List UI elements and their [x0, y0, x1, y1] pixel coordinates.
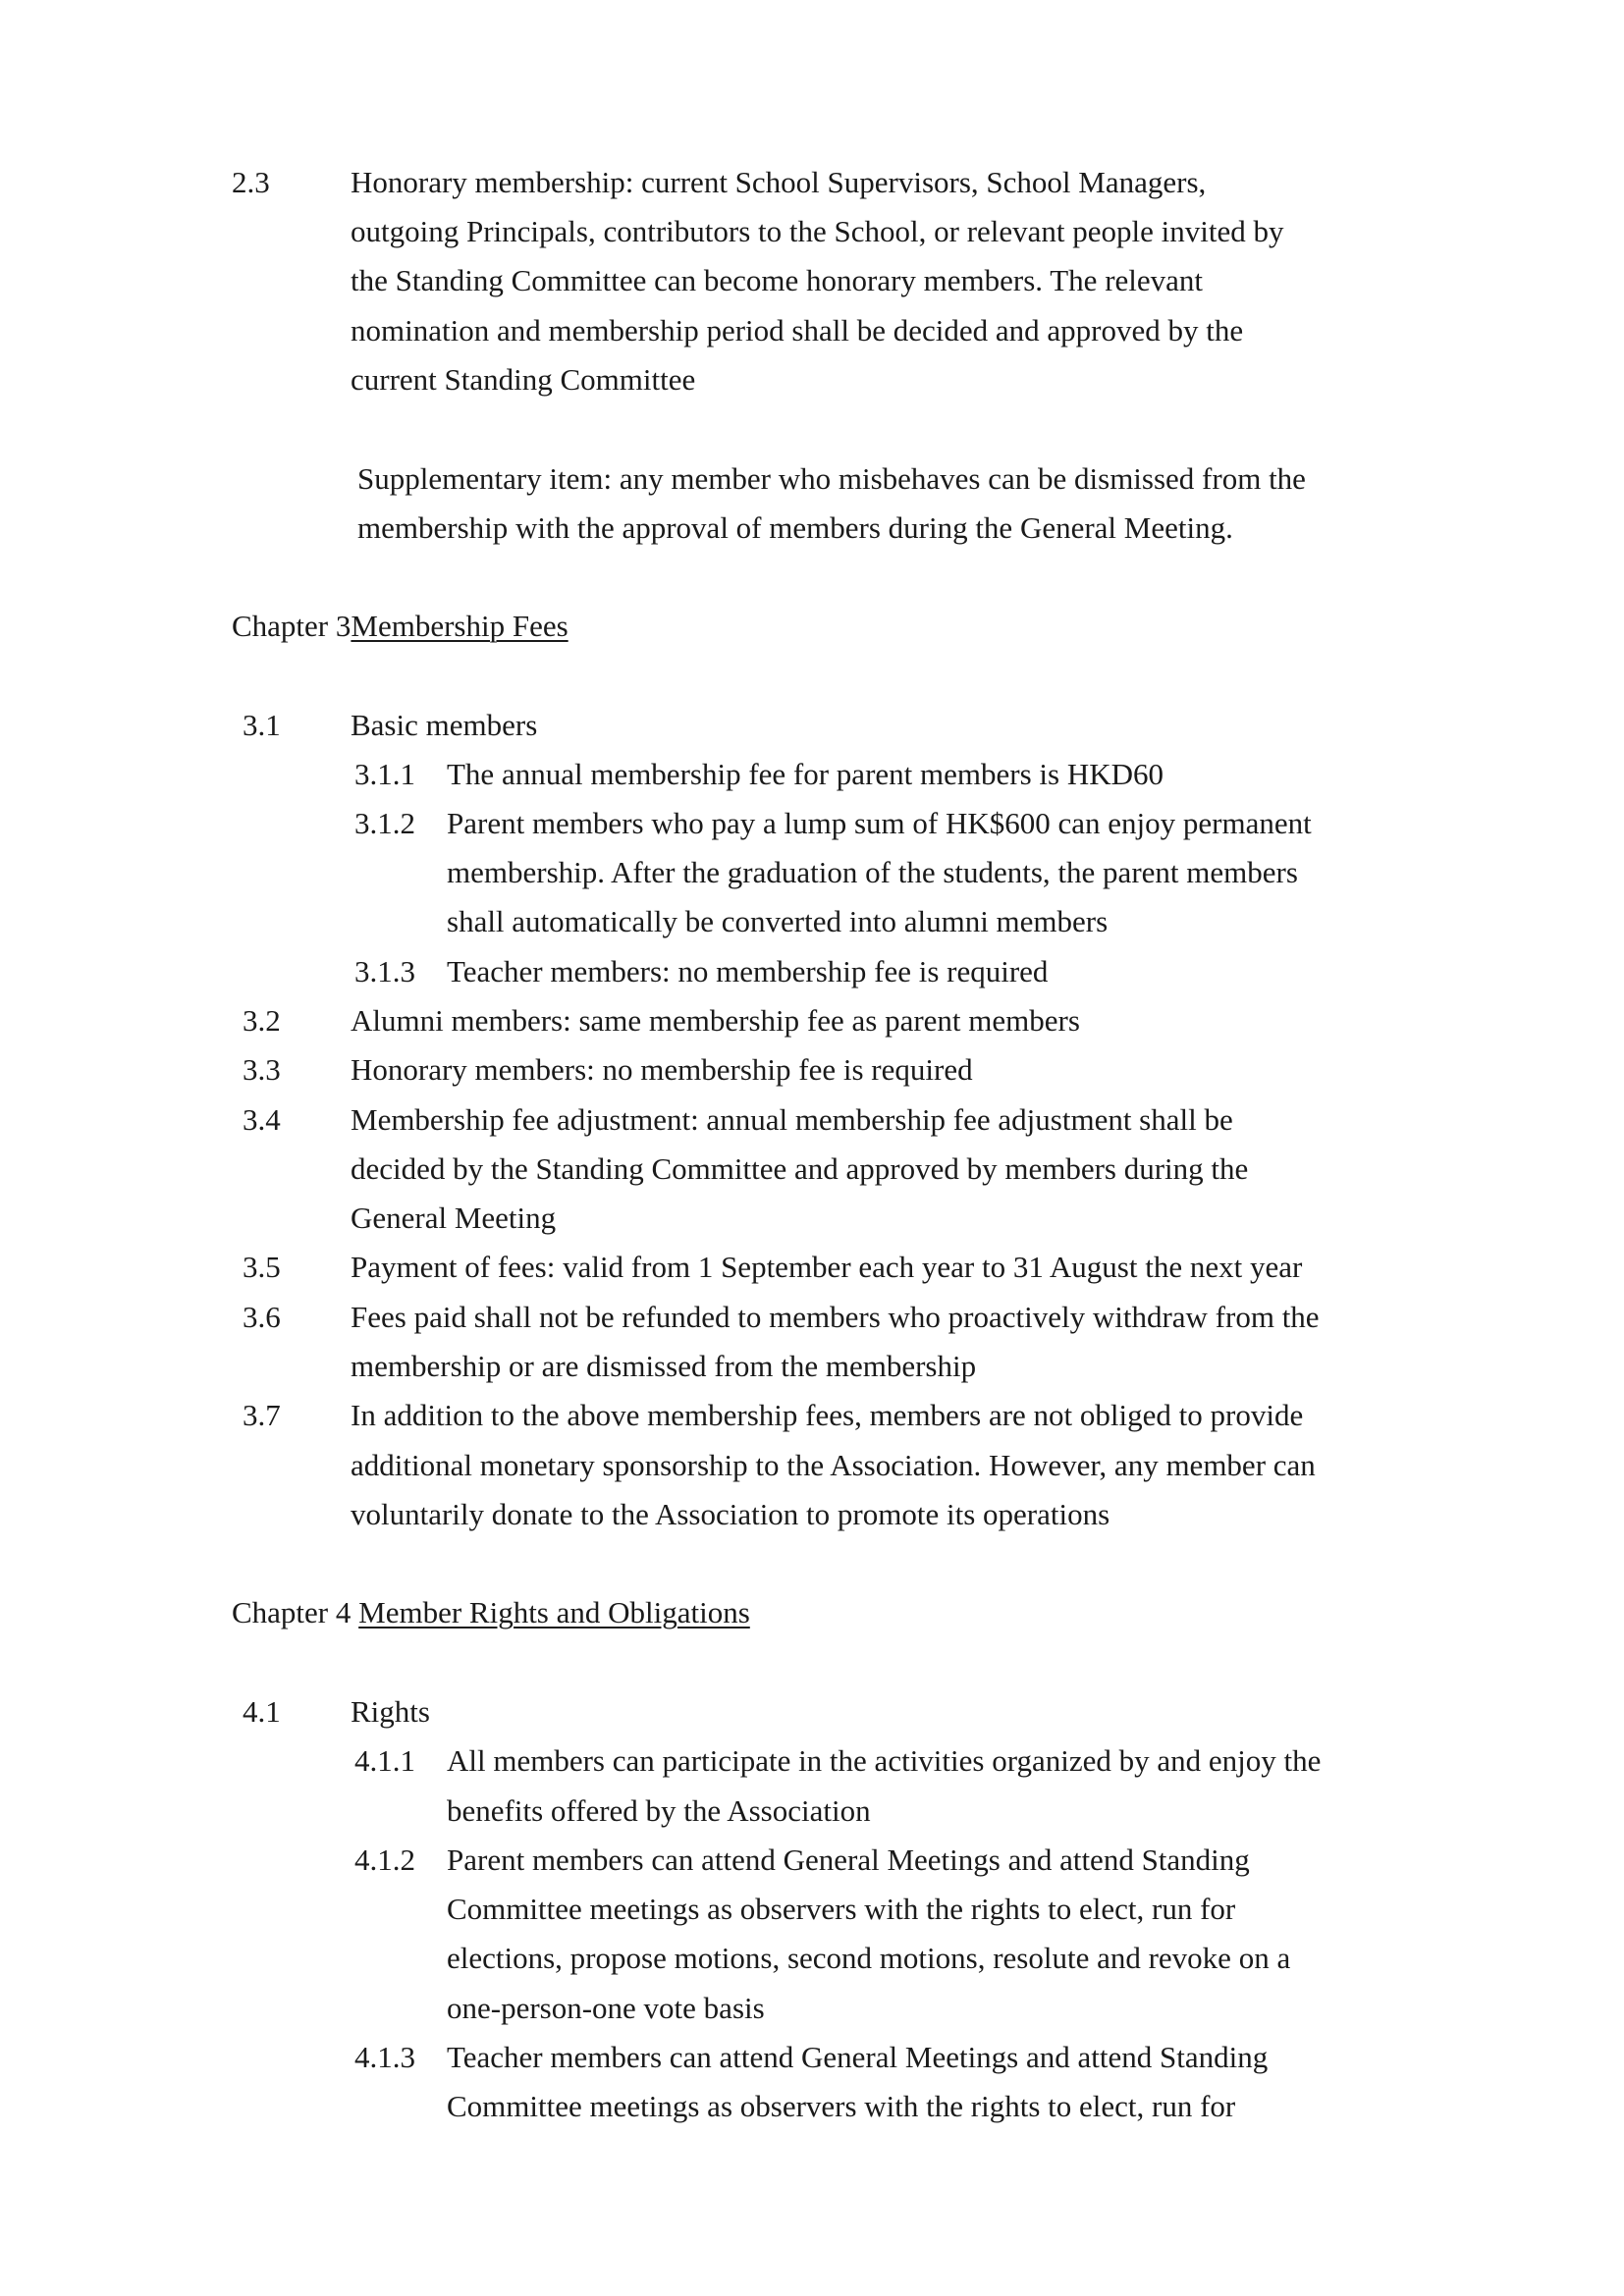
subsection-number: 4.1.1 [354, 1743, 415, 1778]
subsection-text-line: Committee meetings as observers with the rights to elect, run for [447, 1892, 1236, 1926]
chapter-heading [232, 611, 568, 641]
section-text-line: General Meeting [351, 1201, 557, 1235]
section-text-line: additional monetary sponsorship to the Association. However, any member can [351, 1448, 1316, 1482]
section-number: 3.3 [243, 1052, 281, 1087]
section-text-line: Fees paid shall not be refunded to members who proactively withdraw from the [351, 1300, 1320, 1334]
subsection-text-line: Committee meetings as observers with the rights to elect, run for [447, 2089, 1236, 2123]
section-text-line: Membership fee adjustment: annual membership fee adjustment shall be [351, 1102, 1233, 1137]
subsection-text-line: Teacher members can attend General Meetings and attend Standing [447, 2040, 1269, 2074]
subsection-text-line: membership. After the graduation of the students, the parent members [447, 855, 1298, 889]
subsection-text-line: Teacher members: no membership fee is required [447, 954, 1049, 988]
chapter-prefix: Chapter 3 [232, 609, 352, 643]
section-text-line: Payment of fees: valid from 1 September each year to 31 August the next year [351, 1250, 1303, 1284]
subsection-number: 3.1.2 [354, 806, 415, 840]
chapter-heading [232, 1597, 750, 1628]
section-label: Rights [351, 1694, 430, 1729]
supplementary-text-line: membership with the approval of members during the General Meeting. [357, 510, 1233, 545]
section-text-line: the Standing Committee can become honorary members. The relevant [351, 263, 1204, 297]
section-number: 3.1 [243, 708, 281, 742]
section-text-line: Honorary membership: current School Supervisors, School Managers, [351, 165, 1207, 199]
subsection-number: 3.1.3 [354, 954, 415, 988]
section-text-line: current Standing Committee [351, 362, 696, 397]
section-label: Basic members [351, 708, 538, 742]
subsection-number: 3.1.1 [354, 757, 415, 791]
subsection-text-line: benefits offered by the Association [447, 1793, 871, 1828]
subsection-text-line: All members can participate in the activities organized by and enjoy the [447, 1743, 1322, 1778]
subsection-number: 4.1.3 [354, 2040, 415, 2074]
section-text-line: voluntarily donate to the Association to promote its operations [351, 1497, 1110, 1531]
section-number: 3.2 [243, 1003, 281, 1038]
subsection-text-line: one-person-one vote basis [447, 1991, 765, 2025]
section-text-line: membership or are dismissed from the membership [351, 1349, 977, 1383]
section-text-line: In addition to the above membership fees, members are not obliged to provide [351, 1398, 1304, 1432]
subsection-number: 4.1.2 [354, 1842, 415, 1877]
subsection-text-line: shall automatically be converted into alumni members [447, 904, 1109, 938]
section-text-line: nomination and membership period shall be decided and approved by the [351, 313, 1244, 347]
section-number: 3.4 [243, 1102, 281, 1137]
subsection-text-line: Parent members can attend General Meetings and attend Standing [447, 1842, 1250, 1877]
section-number: 3.6 [243, 1300, 281, 1334]
supplementary-text-line: Supplementary item: any member who misbehaves can be dismissed from the [357, 461, 1306, 496]
subsection-text-line: elections, propose motions, second motions, resolute and revoke on a [447, 1941, 1291, 1975]
section-text-line: Honorary members: no membership fee is required [351, 1052, 973, 1087]
subsection-text-line: The annual membership fee for parent members is HKD60 [447, 757, 1164, 791]
section-text-line: outgoing Principals, contributors to the School, or relevant people invited by [351, 214, 1284, 248]
section-number: 3.7 [243, 1398, 281, 1432]
chapter-title: Member Rights and Obligations [358, 1595, 750, 1629]
section-number: 4.1 [243, 1694, 281, 1729]
subsection-text-line: Parent members who pay a lump sum of HK$600 can enjoy permanent [447, 806, 1312, 840]
section-number: 3.5 [243, 1250, 281, 1284]
section-text-line: decided by the Standing Committee and approved by members during the [351, 1151, 1249, 1186]
chapter-prefix: Chapter 4 [232, 1595, 352, 1629]
section-number: 2.3 [232, 165, 270, 199]
section-text-line: Alumni members: same membership fee as parent members [351, 1003, 1080, 1038]
chapter-title: Membership Fees [351, 609, 568, 643]
